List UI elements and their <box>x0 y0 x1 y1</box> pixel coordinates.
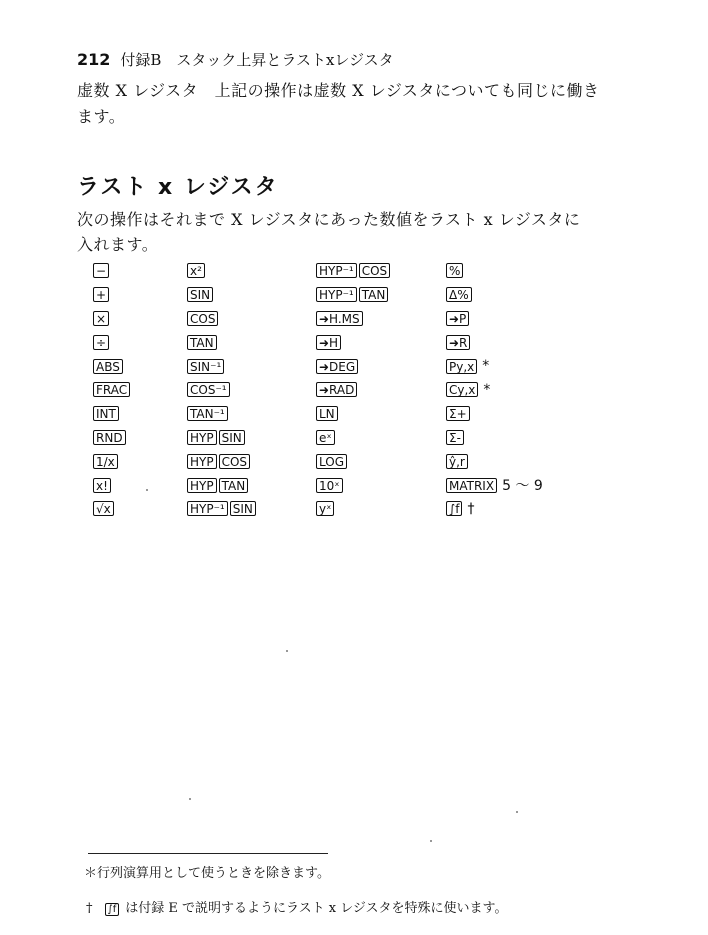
key-row <box>316 402 392 426</box>
calculator-key: ➜R <box>446 335 470 350</box>
calculator-key: TAN <box>359 287 389 302</box>
key-row <box>93 259 132 283</box>
calculator-key: LOG <box>316 454 347 469</box>
key-row <box>316 307 392 331</box>
key-column-1 <box>93 259 132 521</box>
print-speck <box>516 811 518 813</box>
key-row <box>187 307 258 331</box>
calculator-key: HYP⁻¹ <box>187 501 228 516</box>
key-note: † <box>467 500 475 517</box>
calculator-key: Py,x <box>446 359 477 374</box>
calculator-key: − <box>93 263 109 278</box>
calculator-key: FRAC <box>93 382 130 397</box>
calculator-key: COS <box>359 263 390 278</box>
running-header <box>77 49 394 70</box>
print-speck <box>189 798 191 800</box>
key-row <box>316 330 392 354</box>
calculator-key: ➜H.MS <box>316 311 363 326</box>
key-note: * <box>483 381 491 398</box>
calculator-key: TAN <box>187 335 217 350</box>
intro-line-2: ます。 <box>77 107 126 126</box>
key-row <box>93 449 132 473</box>
key-row <box>446 283 543 307</box>
key-row <box>446 473 543 497</box>
key-row <box>93 330 132 354</box>
calculator-key: % <box>446 263 463 278</box>
key-row <box>316 426 392 450</box>
key-note: * <box>482 358 490 375</box>
key-column-4 <box>446 259 543 521</box>
section-heading: ラスト x レジスタ <box>77 175 279 200</box>
print-speck <box>146 489 148 491</box>
key-row <box>446 354 543 378</box>
section-body-line-1: 次の操作はそれまで X レジスタにあった数値をラスト x レジスタに <box>77 210 581 229</box>
footnote-star-text: 行列演算用として使うときを除きます。 <box>97 866 330 881</box>
calculator-key: COS <box>219 454 250 469</box>
calculator-key: SIN <box>219 430 245 445</box>
print-speck <box>286 650 288 652</box>
footnote-dagger-mark: † <box>86 901 93 916</box>
calculator-key: Cy,x <box>446 382 478 397</box>
intro-line-1: 虚数 X レジスタ 上記の操作は虚数 X レジスタについても同じに働き <box>77 81 600 100</box>
key-row <box>187 283 258 307</box>
calculator-key: HYP <box>187 478 217 493</box>
key-row <box>187 402 258 426</box>
page-number: 212 <box>77 50 111 69</box>
footnote-dagger-text: は付録 E で説明するようにラスト x レジスタを特殊に使います。 <box>125 901 508 916</box>
calculator-key: yˣ <box>316 501 334 516</box>
section-body-line-2: 入れます。 <box>77 235 159 254</box>
key-row <box>93 402 132 426</box>
key-row <box>187 449 258 473</box>
header-title: 付録B スタック上昇とラストxレジスタ <box>120 51 394 69</box>
key-row <box>187 354 258 378</box>
calculator-key: + <box>93 287 109 302</box>
calculator-key: SIN⁻¹ <box>187 359 224 374</box>
calculator-key: SIN <box>187 287 213 302</box>
key-row <box>93 283 132 307</box>
key-row <box>187 330 258 354</box>
key-row <box>446 426 543 450</box>
calculator-key: Σ- <box>446 430 464 445</box>
calculator-key: ➜DEG <box>316 359 358 374</box>
calculator-key: TAN⁻¹ <box>187 406 228 421</box>
calculator-key: × <box>93 311 109 326</box>
key-row <box>316 283 392 307</box>
footnote-star <box>84 862 330 881</box>
key-row <box>93 426 132 450</box>
key-row <box>93 307 132 331</box>
calculator-key: x! <box>93 478 111 493</box>
key-row <box>316 449 392 473</box>
key-row <box>446 378 543 402</box>
calculator-key: Σ+ <box>446 406 470 421</box>
calculator-key: TAN <box>219 478 249 493</box>
calculator-key: ∫f <box>446 501 462 516</box>
calculator-key: eˣ <box>316 430 335 445</box>
key-column-2 <box>187 259 258 521</box>
calculator-key: ➜RAD <box>316 382 357 397</box>
footnote-rule <box>88 853 328 854</box>
calculator-key: HYP⁻¹ <box>316 287 357 302</box>
key-row <box>187 378 258 402</box>
key-row <box>446 330 543 354</box>
key-row <box>187 473 258 497</box>
calculator-key: LN <box>316 406 338 421</box>
calculator-key: HYP <box>187 454 217 469</box>
calculator-key: HYP⁻¹ <box>316 263 357 278</box>
calculator-key: INT <box>93 406 119 421</box>
calculator-key: √x <box>93 501 114 516</box>
key-row <box>446 449 543 473</box>
calculator-key: 1/x <box>93 454 118 469</box>
calculator-key: Δ% <box>446 287 472 302</box>
key-row <box>93 497 132 521</box>
key-row <box>316 497 392 521</box>
calculator-key: 10ˣ <box>316 478 343 493</box>
key-integral-f: ∫f <box>105 903 120 916</box>
key-row <box>187 497 258 521</box>
key-row <box>446 402 543 426</box>
calculator-key: ŷ,r <box>446 454 468 469</box>
key-row <box>93 378 132 402</box>
key-row <box>316 473 392 497</box>
key-row <box>187 426 258 450</box>
key-row <box>446 259 543 283</box>
key-row <box>316 354 392 378</box>
key-note: 5 ～ 9 <box>502 478 543 495</box>
calculator-key: MATRIX <box>446 478 497 493</box>
key-row <box>316 378 392 402</box>
calculator-key: ABS <box>93 359 123 374</box>
calculator-key: COS⁻¹ <box>187 382 230 397</box>
calculator-key: ➜P <box>446 311 469 326</box>
key-column-3 <box>316 259 392 521</box>
calculator-key: x² <box>187 263 205 278</box>
footnote-star-mark: ＊ <box>84 866 98 881</box>
calculator-key: COS <box>187 311 218 326</box>
calculator-key: ÷ <box>93 335 109 350</box>
key-row <box>93 354 132 378</box>
key-row <box>187 259 258 283</box>
calculator-key: RND <box>93 430 126 445</box>
calculator-key: HYP <box>187 430 217 445</box>
key-row <box>446 497 543 521</box>
key-row <box>446 307 543 331</box>
key-row <box>316 259 392 283</box>
footnote-dagger <box>86 897 507 916</box>
key-row <box>93 473 132 497</box>
print-speck <box>430 840 432 842</box>
calculator-key: SIN <box>230 501 256 516</box>
calculator-key: ➜H <box>316 335 341 350</box>
